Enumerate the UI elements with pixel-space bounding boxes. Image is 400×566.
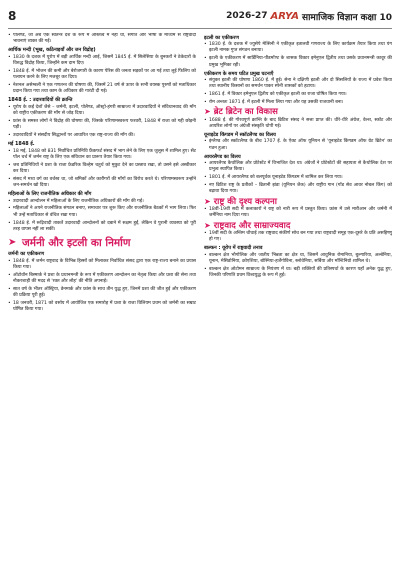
- arrow-icon: ➤: [8, 237, 17, 249]
- bullet-item: • 1801 ई. में आयरलैण्ड को बलपूर्वक यूनाइटेड किंगडम में शामिल कर लिया गया।: [204, 175, 392, 181]
- subheading: इटली का एकीकरण: [204, 34, 239, 41]
- subheading: बाल्कन : यूरोप में राष्ट्रवादी तनाव: [204, 245, 263, 252]
- bullet-item: • रोम अन्ततः 1871 ई. में इटली में मिला लिया गया और यह उसकी राजधानी बना।: [204, 100, 392, 106]
- section-heading-text: जर्मनी और इटली का निर्माण: [22, 236, 131, 249]
- bullet-item: • संसद में मध्य वर्ग का वर्चस्व था, जो श्रमिकों और कारीगरों की माँगों का विरोध करते थे। परिणामस्वरूप उन्होंने जन-समर्थन खो दिया।: [8, 177, 196, 190]
- subject-title: सामाजिक विज्ञान: [302, 12, 358, 23]
- bullet-item: • यूरोप के कई देशों जैसे – जर्मनी, इटली, पोलैण्ड, ऑस्ट्रो-हंगरी साम्राज्य में उदारवादियों ने संविधानवाद की माँग को राष्ट्रीय एकीकरण की माँग से जोड़ दिया।: [8, 105, 196, 118]
- bullet-item: • नेशनल असेम्बली ने एक गणतन्त्र की घोषणा की, जिसमें 21 वर्ष से ऊपर के सभी वयस्क पुरुषों को मताधिकार प्रदान किया गया तथा काम के अधिकार की गारंटी दी गई।: [8, 83, 196, 96]
- bullet-item: • उदारवादी आन्दोलन में महिलाओं के लिए राजनीतिक अधिकारों की माँग की गई।: [8, 199, 196, 205]
- section-heading: [204, 107, 392, 118]
- section-heading: [204, 220, 392, 231]
- year-label: 2026-27: [226, 11, 268, 21]
- paragraph: • 19वीं सदी के अन्तिम चौथाई तक राष्ट्रवाद संकीर्ण सोच बन गया तथा राष्ट्रवादी समूह एक-दूसरे के प्रति असहिष्णु हो गए।: [204, 231, 392, 244]
- bullet-item: • जब प्रतिनिधियों ने प्रशा के राजा फ्रेडरिक विल्हेम चतुर्थ को मुकुट देने का प्रस्ताव रखा, तो उसने इसे अस्वीकार कर दिया।: [8, 163, 196, 176]
- bullet-item: • बाल्कन क्षेत्र ओटोमन साम्राज्य के नियंत्रण में था। बड़ी शक्तियों की प्रतिस्पर्धा के कारण यहाँ अनेक युद्ध हुए, जिनकी परिणति प्रथम विश्वयुद्ध के रूप में हुई।: [204, 267, 392, 280]
- bullet-item: • बाल्कन क्षेत्र भौगोलिक और जातीय भिन्नता का क्षेत्र था, जिसमें आधुनिक रोमानिया, बुल्गारिया, अल्बेनिया, यूनान, मेसिडोनिया, क्रोएशिया, बोस्निया-हर्जेगोविना, स्लोवेनिया, सर्बिया और मॉन्टिनिग्रो शामिल थे।: [204, 253, 392, 266]
- class-label: कक्षा 10: [360, 12, 392, 23]
- bullet-item: • फ्रांस के समस्त लोगों ने विद्रोह की घोषणा की, जिसके परिणामस्वरूप फरवरी, 1848 में राजा को गद्दी छोड़नी पड़ी।: [8, 119, 196, 132]
- bullet-item: • इटली के एकीकरण में सार्डिनिया-पीडमॉण्ट के शासक विक्टर इमेनुएल द्वितीय तथा उसके प्रधानमन्त्री कावूर की प्रमुख भूमिका रही।: [204, 56, 392, 69]
- subheading: मई 1848 ई.: [8, 141, 35, 148]
- bullet-item: • संयुक्त इटली की घोषणा 1860 ई. में हुई। सेना ने दक्षिणी इटली और दो सिसलियों के राज्य में प्रवेश किया तथा स्थानीय किसानों का समर्थन पाकर स्पेनी शासकों को हटाया।: [204, 78, 392, 91]
- bullet-item: • महिलाओं ने अपने राजनीतिक संगठन बनाए, समाचार पत्र शुरू किए और राजनीतिक बैठकों में भाग लिया। फिर भी उन्हें मताधिकार से वंचित रखा गया।: [8, 206, 196, 219]
- subheading: 1848 ई. : उदारवादियों की क्रान्ति: [8, 97, 73, 104]
- bullet-item: • आयरलैण्ड कैथोलिक और प्रोटेस्टेंट में विभाजित देश था। अंग्रेजों ने प्रोटेस्टेंटों की सहायता से कैथोलिक देश पर प्रभुत्व स्थापित किया।: [204, 161, 392, 174]
- bullet-item: • 1848 ई. में रूढ़िवादी ताकतें उदारवादी आन्दोलनों को दबाने में सक्षम हुईं, लेकिन वे पुरानी व्यवस्था को पूरी तरह वापस नहीं ला सकीं।: [8, 221, 196, 234]
- page-header: [8, 6, 392, 26]
- bullet-item: • ऑटोवॉन बिस्मार्क ने प्रशा के प्रधानमन्त्री के रूप में एकीकरण आन्दोलन का नेतृत्व किया और प्रशा की सेना तथा नौकरशाही की मदद से 'रक्त और लौह' की नीति अपनाई।: [8, 273, 196, 286]
- section-heading-text: ब्रेट ब्रिटेन का विकास: [213, 107, 278, 118]
- arrow-icon: ➤: [204, 196, 211, 206]
- bullet-item: • 1861 ई. में विक्टर इमेनुएल द्वितीय को एकीकृत इटली का राजा घोषित किया गया।: [204, 92, 392, 98]
- arrow-icon: ➤: [204, 220, 211, 230]
- section-heading-text: राष्ट्रवाद और साम्राज्यवाद: [213, 220, 291, 231]
- subheading: जर्मनी का एकीकरण: [8, 251, 44, 258]
- brand-logo: ARYA: [270, 10, 300, 22]
- arrow-icon: ➤: [204, 107, 211, 117]
- content-columns: [8, 33, 392, 549]
- page-number: 8: [8, 9, 17, 23]
- subheading: आर्थिक मन्दी (भूख, कठिनाइयाँ और जन विद्रोह): [8, 47, 96, 54]
- brand-title: [226, 10, 392, 23]
- bullet-item: • 18 जनवरी, 1871 को वर्साय में आयोजित एक समारोह में प्रशा के राजा विलियम प्रथम को जर्मनी का सम्राट घोषित किया गया।: [8, 301, 196, 314]
- paragraph: • 1688 ई. की गौरवपूर्ण क्रान्ति के बाद ब्रिटिश संसद ने सत्ता प्राप्त की। धीरे-धीरे अंग्रेज, वेल्श, स्कॉट और आयरिश लोगों पर अंग्रेजी संस्कृति थोपी गई।: [204, 118, 392, 131]
- bullet-item: • 1848 ई. में भोजन की कमी और बेरोजगारी के कारण पेरिस की जनता सड़कों पर आ गई तथा लुई फिलिप को पलायन करने के लिए मजबूर कर दिया।: [8, 69, 196, 82]
- bullet-item: • उदारवादियों ने संसदीय सिद्धान्तों पर आधारित एक राष्ट्र-राज्य की माँग की।: [8, 133, 196, 139]
- subheading: यूनाइटेड किंगडम में स्कॉटलैण्ड का विलय: [204, 132, 276, 139]
- bullet-item: • नए ब्रिटिश राष्ट्र के प्रतीकों – ब्रितानी झंडा (यूनियन जैक) और राष्ट्रीय गान (गॉड सेव आवर नोबल किंग) को बढ़ावा दिया गया।: [204, 183, 392, 196]
- header-divider: [8, 28, 392, 29]
- right-column: [204, 33, 392, 549]
- subheading: एकीकरण के समय घटित प्रमुख घटनाएँ: [204, 70, 274, 77]
- section-heading-text: राष्ट्र की दृश्य कल्पना: [213, 196, 277, 207]
- paragraph: • 18वीं-19वीं सदी में कलाकारों ने राष्ट्र को नारी रूप में प्रस्तुत किया। फ्रांस में उसे मारीआन और जर्मनी में जर्मेनिया नाम दिया गया।: [204, 207, 392, 220]
- bullet-item: • 1848 ई. में जर्मन राष्ट्रवाद के विभिन्न हिस्सों को मिलाकर निर्वाचित संसद द्वारा एक राष्ट्र-राज्य बनाने का प्रयास किया गया।: [8, 259, 196, 272]
- bullet-item: • इंग्लैण्ड और स्कॉटलैण्ड के बीच 1707 ई. के ऐक्ट ऑफ यूनियन से 'यूनाइटेड किंगडम ऑफ ग्रेट ब्रिटेन' का गठन हुआ।: [204, 139, 392, 152]
- bullet-item: • 1830 के दशक में यूरोप में बड़ी आर्थिक मन्दी आई, जिसमें 1845 ई. में सिलेसिया के बुनकरों ने ठेकेदारों के विरुद्ध विद्रोह किया, जिन्होंने कम दाम दिए।: [8, 55, 196, 68]
- bullet-item: • 1830 ई. के दशक में ज्युसेपे मेत्सिनी ने एकीकृत इतालवी गणराज्य के लिए कार्यक्रम तैयार किया तथा यंग इटली नामक गुप्त संगठन बनाया।: [204, 42, 392, 55]
- left-column: [8, 33, 196, 549]
- section-heading: [204, 196, 392, 207]
- subheading: आयरलैण्ड का विलय: [204, 153, 241, 160]
- bullet-item: • 18 मई, 1848 को 831 निर्वाचित प्रतिनिधि फ्रैंकफर्ट संसद में भाग लेने के लिए एक जुलूस में शामिल हुए। सेंट पॉल चर्च में जर्मन राष्ट्र के लिए एक संविधान का प्रारूप तैयार किया गया।: [8, 149, 196, 162]
- paragraph: • पोलैण्ड, जो अब एक स्वतन्त्र देश के रूप में अस्तित्व में नहीं था, संगीत और भाषा के माध्यम से राष्ट्रवादी भावनाएं व्यक्त की गईं।: [8, 33, 196, 46]
- bullet-item: • सात वर्ष के भीतर ऑस्ट्रिया, डेनमार्क और फ्रांस के साथ तीन युद्ध हुए, जिनमें प्रशा की जीत हुई और एकीकरण की प्रक्रिया पूरी हुई।: [8, 287, 196, 300]
- section-heading: [8, 237, 196, 248]
- subheading: महिलाओं के लिए राजनीतिक अधिकार की माँग: [8, 191, 92, 198]
